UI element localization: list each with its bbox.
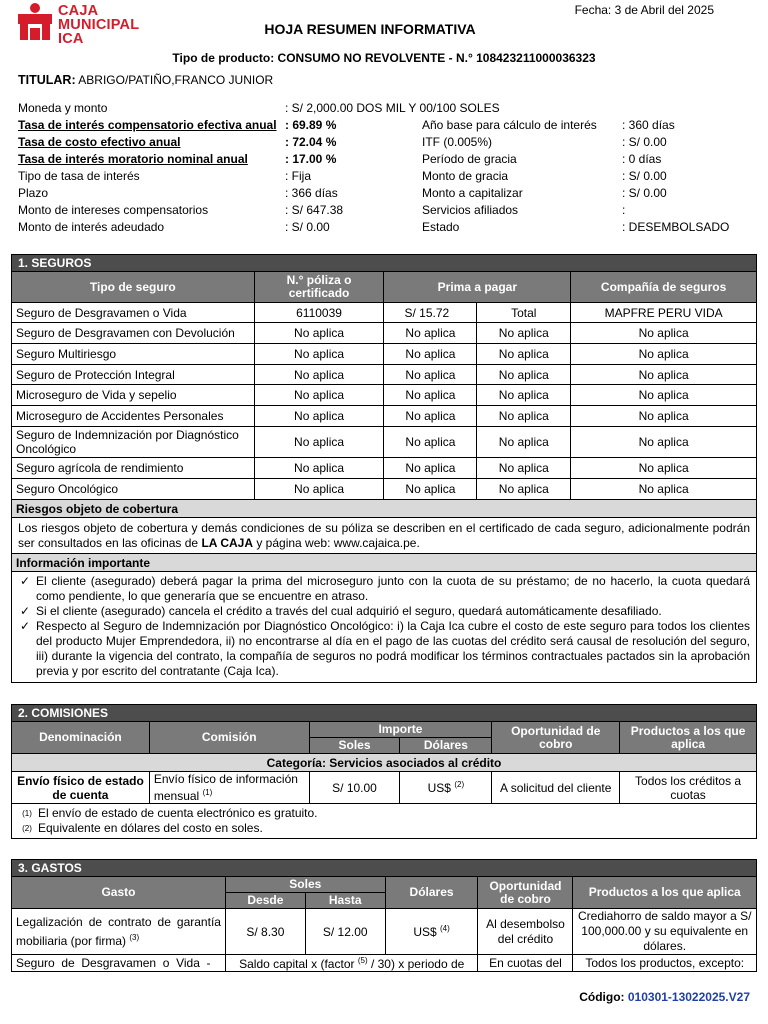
summary-label: Monto de intereses compensatorios xyxy=(18,203,209,217)
table-cell: No aplica xyxy=(384,323,477,344)
table-row xyxy=(12,479,757,500)
table-cell: No aplica xyxy=(254,458,384,479)
col-header: Denominación xyxy=(12,722,150,754)
info-list xyxy=(12,572,757,683)
summary-label: Tasa de interés compensatorio efectiva anual xyxy=(18,118,277,132)
fecha: Fecha: 3 de Abril del 2025 xyxy=(574,3,714,17)
summary-label: Tipo de tasa de interés xyxy=(18,169,140,183)
col-header: Oportunidad de cobro xyxy=(478,877,573,909)
formula-text: / 30) x periodo de xyxy=(367,956,465,971)
tipo-producto: Tipo de producto: CONSUMO NO REVOLVENTE - N.° 108423211000036323 xyxy=(172,51,596,65)
table-cell: No aplica xyxy=(254,365,384,385)
col-header: N.° póliza o certificado xyxy=(254,272,384,303)
table-cell: Crediahorro de saldo mayor a S/ 100,000.00 y su equivalente en dólares. xyxy=(573,909,757,955)
table-cell: No aplica xyxy=(477,365,571,385)
table-cell: Al desembolso del crédito xyxy=(478,909,573,955)
gastos-table xyxy=(11,859,757,972)
table-cell: No aplica xyxy=(477,385,571,406)
logo-text-line: ICA xyxy=(58,31,84,47)
table-cell xyxy=(12,909,226,955)
summary-label: Moneda y monto xyxy=(18,101,108,115)
table-cell: S/ 15.72 xyxy=(384,303,477,323)
logo-text-line: MUNICIPAL xyxy=(58,17,140,33)
footnote-mark: (4) xyxy=(440,924,450,933)
table-cell: Seguro de Desgravamen o Vida xyxy=(12,303,255,323)
summary-value: : S/ 0.00 xyxy=(622,186,667,200)
table-cell: No aplica xyxy=(254,385,384,406)
summary-value: : S/ 0.00 xyxy=(622,135,667,149)
table-row xyxy=(12,365,757,385)
list-item xyxy=(16,821,752,836)
table-cell: Todos los créditos a cuotas xyxy=(620,772,757,804)
summary-label: Servicios afiliados xyxy=(422,203,519,217)
summary-value: : 69.89 % xyxy=(285,118,337,132)
table-row xyxy=(12,458,757,479)
check-icon: ✓ xyxy=(19,604,31,618)
table-cell: No aplica xyxy=(571,385,757,406)
table-cell: No aplica xyxy=(384,385,477,406)
riesgos-text-2: y página web: www.cajaica.pe. xyxy=(253,535,420,550)
table-cell: Microseguro de Accidentes Personales xyxy=(12,406,255,427)
summary-value: : 366 días xyxy=(285,186,338,200)
info-item-text: El cliente (asegurado) deberá pagar la prima del microseguro junto con la cuota de su préstamo; de no hacerlo, la cuota quedará como pendiente, lo que generaría que se encuentre en atraso. xyxy=(36,574,750,603)
col-header: Soles xyxy=(225,877,385,893)
footnote-mark: (1) xyxy=(202,788,213,797)
table-cell: No aplica xyxy=(254,344,384,365)
table-cell: Total xyxy=(477,303,571,323)
riesgos-text-1: Los riesgos objeto de cobertura y demás condiciones de su póliza se describen en el certificado de cada seguro, adicionalmente podrán ser consultados en las oficinas de xyxy=(18,520,750,550)
table-cell: No aplica xyxy=(571,323,757,344)
riesgos-title: Riesgos objeto de cobertura xyxy=(12,500,757,518)
summary-value: : 0 días xyxy=(622,152,662,166)
footnote-mark: (5) xyxy=(357,955,368,965)
col-header: Tipo de seguro xyxy=(12,272,255,303)
summary-label: Monto de interés adeudado xyxy=(18,220,165,234)
summary-label: Plazo xyxy=(18,186,49,200)
codigo-value: 010301-13022025.V27 xyxy=(627,990,750,1004)
titular xyxy=(18,73,273,87)
table-cell: Todos los productos, excepto: xyxy=(573,955,757,972)
footnote-mark: (1) xyxy=(22,809,32,818)
titular-value: ABRIGO/PATIÑO,FRANCO JUNIOR xyxy=(78,73,274,87)
table-cell: S/ 8.30 xyxy=(225,909,305,955)
table-cell: No aplica xyxy=(384,406,477,427)
info-title: Información importante xyxy=(12,554,757,572)
table-cell xyxy=(225,955,478,972)
riesgos-bold: LA CAJA xyxy=(201,535,254,550)
col-header: Comisión xyxy=(149,722,309,754)
table-cell: No aplica xyxy=(254,406,384,427)
summary-label: Monto a capitalizar xyxy=(422,186,523,200)
table-cell: No aplica xyxy=(477,427,571,458)
table-cell: No aplica xyxy=(571,344,757,365)
page-title: HOJA RESUMEN INFORMATIVA xyxy=(264,21,476,37)
table-cell: No aplica xyxy=(477,458,571,479)
codigo-label: Código: xyxy=(579,990,625,1004)
summary-label: Tasa de costo efectivo anual xyxy=(18,135,181,149)
table-cell: A solicitud del cliente xyxy=(492,772,620,804)
table-cell: 6110039 xyxy=(254,303,384,323)
summary-value: : 72.04 % xyxy=(285,135,337,149)
table-cell: Seguro de Desgravamen con Devolución xyxy=(12,323,255,344)
dolares-text: US$ xyxy=(413,925,437,939)
section-title: 1. SEGUROS xyxy=(12,255,757,272)
col-header: Oportunidad de cobro xyxy=(492,722,620,754)
summary-value: : xyxy=(622,203,626,217)
check-icon: ✓ xyxy=(19,574,31,588)
summary-value: : 17.00 % xyxy=(285,152,337,166)
table-cell: No aplica xyxy=(571,479,757,500)
table-row xyxy=(12,303,757,323)
footnote-mark: (2) xyxy=(454,780,465,789)
table-cell: No aplica xyxy=(254,323,384,344)
col-header: Productos a los que aplica xyxy=(620,722,757,754)
table-cell: No aplica xyxy=(571,458,757,479)
table-cell: S/ 12.00 xyxy=(305,909,385,955)
table-cell: No aplica xyxy=(384,427,477,458)
summary-value: : S/ 647.38 xyxy=(285,203,344,217)
formula-text: Saldo capital x (factor xyxy=(239,956,358,971)
table-row xyxy=(12,406,757,427)
table-cell: No aplica xyxy=(477,479,571,500)
categoria: Categoría: Servicios asociados al crédito xyxy=(12,754,757,772)
note-text: Equivalente en dólares del costo en soles. xyxy=(38,821,263,835)
summary-label: Año base para cálculo de interés xyxy=(422,118,597,132)
summary-value: : 360 días xyxy=(622,118,675,132)
titular-label: TITULAR: xyxy=(18,73,76,87)
summary-value: : S/ 0.00 xyxy=(622,169,667,183)
table-cell: Seguro de Indemnización por Diagnóstico Oncológico xyxy=(12,427,255,458)
col-header: Importe xyxy=(309,722,492,738)
summary-label: ITF (0.005%) xyxy=(422,135,493,149)
footnote-mark: (3) xyxy=(129,932,140,942)
table-cell: No aplica xyxy=(384,344,477,365)
summary-value: : Fija xyxy=(285,169,312,183)
table-cell: S/ 10.00 xyxy=(309,772,400,804)
comision-text: Envío físico de información mensual xyxy=(153,772,298,803)
section-title: 3. GASTOS xyxy=(12,860,757,877)
table-cell xyxy=(149,772,309,804)
col-header: Compañía de seguros xyxy=(571,272,757,303)
col-header: Dólares xyxy=(400,738,492,754)
table-row xyxy=(12,427,757,458)
riesgos-text xyxy=(12,518,757,554)
col-header: Prima a pagar xyxy=(384,272,571,303)
col-header: Desde xyxy=(225,893,305,909)
table-cell: Microseguro de Vida y sepelio xyxy=(12,385,255,406)
table-cell: No aplica xyxy=(571,427,757,458)
table-cell: No aplica xyxy=(384,458,477,479)
table-cell: No aplica xyxy=(571,406,757,427)
comisiones-table xyxy=(11,704,757,839)
table-cell: No aplica xyxy=(384,365,477,385)
table-cell: No aplica xyxy=(571,365,757,385)
col-header: Soles xyxy=(309,738,400,754)
info-item-text: Si el cliente (asegurado) cancela el crédito a través del cual adquirió el seguro, quedará automáticamente desafiliado. xyxy=(36,604,662,618)
table-cell: En cuotas del xyxy=(478,955,573,972)
table-cell: No aplica xyxy=(254,427,384,458)
table-row xyxy=(12,323,757,344)
comisiones-notes xyxy=(12,804,757,839)
table-cell: No aplica xyxy=(254,479,384,500)
info-item-text: Respecto al Seguro de Indemnización por Diagnóstico Oncológico: i) la Caja Ica cubre el costo de este seguro para todos los clientes del producto Mujer Emprendedora, ii) no encontrarse al día en el pago de las cuotas del crédito será causal de resolución del seguro, iii) durante la vigencia del contrato, la compañía de seguros no podrá modificar los términos contractuales pactados sin la aprobación previa y por escrito del contratante (Caja Ica). xyxy=(36,619,750,678)
table-cell: Seguro Multiriesgo xyxy=(12,344,255,365)
table-row xyxy=(12,344,757,365)
table-row xyxy=(12,909,757,955)
gasto-text: Legalización de contrato de garantía mobiliaria (por firma) xyxy=(16,914,221,948)
list-item xyxy=(16,806,752,821)
table-cell: No aplica xyxy=(384,479,477,500)
table-cell: Seguro agrícola de rendimiento xyxy=(12,458,255,479)
table-cell xyxy=(400,772,492,804)
summary-value: : S/ 0.00 xyxy=(285,220,330,234)
table-cell: Seguro de Desgravamen o Vida - xyxy=(12,955,226,972)
seguros-table xyxy=(11,254,757,683)
table-row xyxy=(12,955,757,972)
table-cell: No aplica xyxy=(477,344,571,365)
summary-label: Estado xyxy=(422,220,460,234)
dolares-text: US$ xyxy=(427,781,451,795)
table-cell: Envío físico de estado de cuenta xyxy=(12,772,150,804)
check-icon: ✓ xyxy=(19,619,31,633)
col-header: Productos a los que aplica xyxy=(573,877,757,909)
list-item xyxy=(14,604,750,619)
summary-value: : S/ 2,000.00 DOS MIL Y 00/100 SOLES xyxy=(285,101,500,115)
list-item xyxy=(14,574,750,604)
table-cell: Seguro de Protección Integral xyxy=(12,365,255,385)
summary-label: Monto de gracia xyxy=(422,169,509,183)
col-header: Dólares xyxy=(385,877,478,909)
summary-label: Tasa de interés moratorio nominal anual xyxy=(18,152,248,166)
table-cell: Seguro Oncológico xyxy=(12,479,255,500)
section-title: 2. COMISIONES xyxy=(12,705,757,722)
col-header: Gasto xyxy=(12,877,226,909)
summary-value: : DESEMBOLSADO xyxy=(622,220,730,234)
codigo xyxy=(579,990,750,1004)
table-cell: No aplica xyxy=(477,323,571,344)
table-row xyxy=(12,772,757,804)
footnote-mark: (2) xyxy=(22,824,32,833)
table-cell xyxy=(385,909,478,955)
table-cell: No aplica xyxy=(477,406,571,427)
note-text: El envío de estado de cuenta electrónico es gratuito. xyxy=(38,806,318,820)
logo-text-line: CAJA xyxy=(58,3,99,19)
list-item xyxy=(14,619,750,679)
summary-label: Período de gracia xyxy=(422,152,517,166)
table-cell: MAPFRE PERU VIDA xyxy=(571,303,757,323)
col-header: Hasta xyxy=(305,893,385,909)
table-row xyxy=(12,385,757,406)
